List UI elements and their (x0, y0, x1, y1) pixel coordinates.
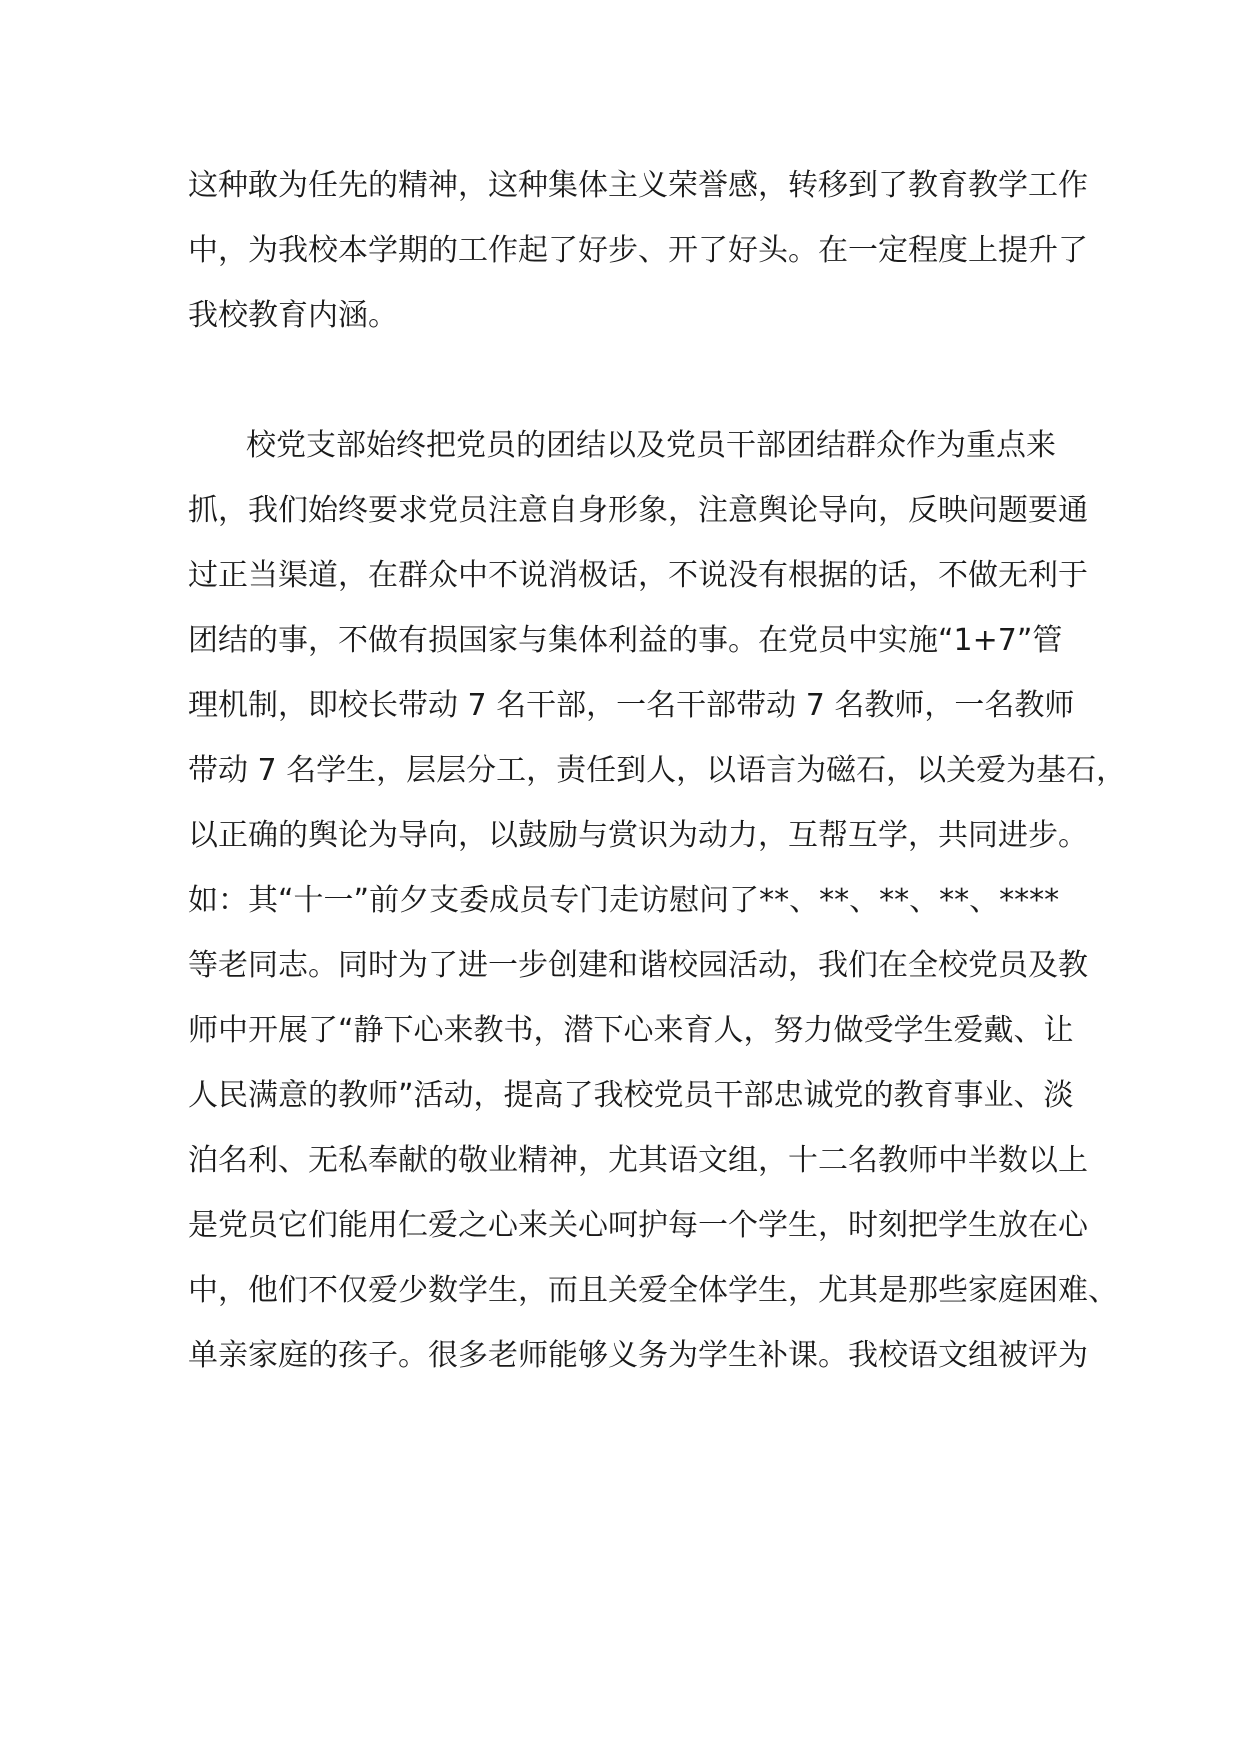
paragraph-line: 团结的事，不做有损国家与集体利益的事。在党员中实施“1+7”管 (188, 623, 1063, 658)
paragraph-line: 抓，我们始终要求党员注意自身形象，注意舆论导向，反映问题要通 (188, 493, 1088, 528)
paragraph-line: 单亲家庭的孩子。很多老师能够义务为学生补课。我校语文组被评为 (188, 1338, 1088, 1373)
paragraph-line: 这种敢为任先的精神，这种集体主义荣誉感，转移到了教育教学工作 (188, 168, 1088, 203)
paragraph-line: 中，为我校本学期的工作起了好步、开了好头。在一定程度上提升了 (188, 233, 1088, 268)
paragraph-first-line: 校党支部始终把党员的团结以及党员干部团结群众作为重点来 (246, 428, 1056, 463)
paragraph-line: 人民满意的教师”活动，提高了我校党员干部忠诚党的教育事业、淡 (188, 1078, 1074, 1113)
paragraph-line: 是党员它们能用仁爱之心来关心呵护每一个学生，时刻把学生放在心 (188, 1208, 1088, 1243)
paragraph-line: 泊名利、无私奉献的敬业精神，尤其语文组，十二名教师中半数以上 (188, 1143, 1088, 1178)
paragraph-line: 等老同志。同时为了进一步创建和谐校园活动，我们在全校党员及教 (188, 948, 1088, 983)
paragraph-line: 以正确的舆论为导向，以鼓励与赏识为动力，互帮互学，共同进步。 (188, 818, 1088, 853)
paragraph-line: 师中开展了“静下心来教书，潜下心来育人，努力做受学生爱戴、让 (188, 1013, 1074, 1048)
paragraph-line: 中，他们不仅爱少数学生，而且关爱全体学生，尤其是那些家庭困难、 (188, 1273, 1118, 1308)
paragraph-line: 理机制，即校长带动 7 名干部，一名干部带动 7 名教师，一名教师 (188, 688, 1075, 723)
paragraph-1 (188, 153, 1088, 348)
paragraph-line: 我校教育内涵。 (188, 298, 398, 333)
paragraph-line: 如：其“十一”前夕支委成员专门走访慰问了**、**、**、**、**** (188, 883, 1060, 918)
paragraph-line: 过正当渠道，在群众中不说消极话，不说没有根据的话，不做无利于 (188, 558, 1088, 593)
paragraph-line: 带动 7 名学生，层层分工，责任到人，以语言为磁石，以关爱为基石， (188, 753, 1127, 788)
paragraph-2 (188, 413, 1127, 1388)
